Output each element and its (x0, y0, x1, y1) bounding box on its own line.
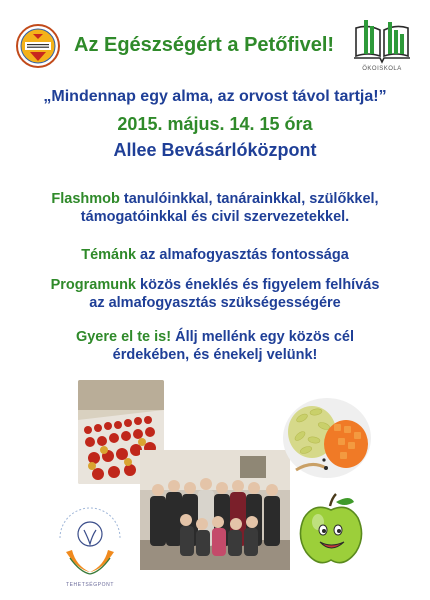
topic-label: Témánk (81, 247, 137, 263)
cta-text-line2: érdekében, és énekelj velünk! (112, 347, 318, 363)
group-photo (140, 450, 290, 570)
page-title: Az Egészségért a Petőfivel! (74, 34, 335, 56)
cta-text-line1: Állj mellénk egy közös cél (171, 329, 355, 345)
program-label: Programunk (50, 277, 136, 293)
flashmob-text-line1: tanulóinkkal, tanárainkkal, szülőkkel, (119, 191, 379, 207)
event-date: 2015. május. 14. 15 óra (117, 114, 313, 134)
cta-highlight: Gyere el te is! (75, 329, 172, 345)
program-text-line1: közös éneklés és figyelem felhívás (136, 277, 380, 293)
fruit-hedgehogs-photo (282, 390, 372, 480)
program-text-line2: az almafogyasztás szükségességére (89, 295, 341, 311)
smiling-apple-mascot (296, 492, 366, 568)
topic-paragraph (0, 246, 430, 264)
topic-text: az almafogyasztás fontossága (136, 247, 349, 263)
program-paragraph (0, 276, 430, 312)
talent-point-label: TEHETSÉGPONT (65, 582, 115, 588)
event-venue: Allee Bevásárlóközpont (113, 140, 317, 160)
flashmob-label: Flashmob (51, 191, 120, 207)
flashmob-paragraph (0, 190, 430, 226)
call-to-action-paragraph (0, 328, 430, 364)
flashmob-text-line2: támogatóinkkal és civil szervezetekkel. (80, 209, 350, 225)
eco-school-label: ÖKOISKOLA (362, 66, 402, 72)
talent-point-logo (50, 500, 130, 586)
event-quote: „Mindennap egy alma, az orvost távol tartja!” (43, 88, 387, 105)
school-emblem-logo (16, 24, 60, 68)
